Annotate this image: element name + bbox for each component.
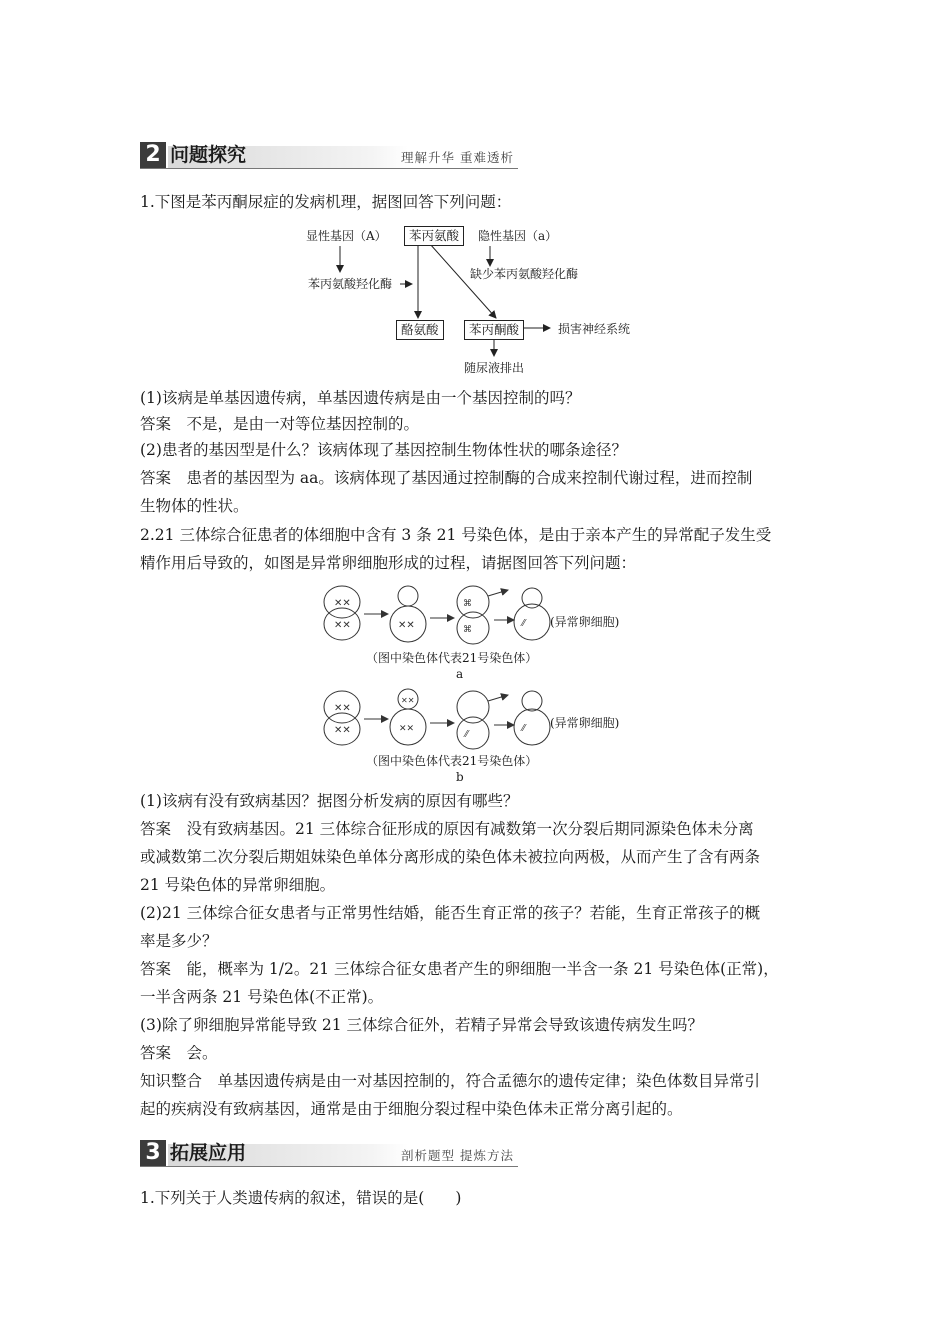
urine-label: 随尿液排出 (464, 361, 525, 375)
section-header-3 (140, 1140, 518, 1166)
svg-text:✕✕: ✕✕ (398, 620, 415, 631)
svg-text:⁄⁄: ⁄⁄ (522, 724, 526, 734)
abnormal-egg-label-a: (异常卵细胞) (550, 615, 620, 629)
q2-answer2-line2: 一半含两条 21 号染色体(不正常)。 (140, 988, 384, 1006)
dominant-gene-label: 显性基因（A） (306, 229, 387, 243)
section-subtitle: 剖析题型 提炼方法 (401, 1148, 514, 1163)
q2-answer1-line3: 21 号染色体的异常卵细胞。 (140, 876, 336, 894)
svg-text:✕✕: ✕✕ (334, 620, 351, 631)
q2-answer1-line2: 或减数第二次分裂后期姐妹染色单体分离形成的染色体未被拉向两极，从而产生了含有两条 (140, 848, 761, 866)
section-subtitle: 理解升华 重难透析 (401, 150, 514, 165)
svg-text:✕✕: ✕✕ (399, 724, 415, 734)
phenylpyruvate-box: 苯丙酮酸 (464, 320, 524, 340)
section-header-2 (140, 142, 518, 168)
svg-text:✕✕: ✕✕ (334, 725, 351, 736)
q3-intro: 1.下列关于人类遗传病的叙述，错误的是( ) (140, 1189, 462, 1207)
summary-line1: 知识整合 单基因遗传病是由一对基因控制的，符合孟德尔的遗传定律；染色体数目异常引 (140, 1072, 761, 1090)
section-number: 3 (140, 1140, 166, 1166)
svg-text:⁄⁄: ⁄⁄ (522, 619, 526, 629)
svg-text:⁄⁄: ⁄⁄ (465, 730, 469, 740)
lack-enzyme-label: 缺少苯丙氨酸羟化酶 (470, 267, 579, 281)
figure-a-caption: （图中染色体代表21号染色体） (366, 651, 538, 665)
section-number: 2 (140, 142, 166, 168)
q2-sub2-line1: (2)21 三体综合征女患者与正常男性结婚，能否生育正常的孩子？若能，生育正常孩子的概 (140, 904, 761, 922)
meiosis-figure-b (310, 685, 650, 785)
svg-text:⌘: ⌘ (463, 599, 472, 609)
svg-text:⌘: ⌘ (463, 625, 472, 635)
q1-answer1: 答案 不是，是由一对等位基因控制的。 (140, 415, 420, 433)
q2-intro-line1: 2.21 三体综合征患者的体细胞中含有 3 条 21 号染色体，是由于亲本产生的异常配子发生受 (140, 526, 772, 544)
header-rule (140, 1166, 518, 1167)
q2-answer3: 答案 会。 (140, 1044, 218, 1062)
q1-sub2: (2)患者的基因型是什么？该病体现了基因控制生物体性状的哪条途径？ (140, 441, 627, 459)
pku-diagram (300, 222, 660, 382)
svg-text:✕✕: ✕✕ (401, 696, 415, 705)
q1-answer2-line1: 答案 患者的基因型为 aa。该病体现了基因通过控制酶的合成来控制代谢过程，进而控制 (140, 469, 753, 487)
recessive-gene-label: 隐性基因（a） (478, 229, 558, 243)
q2-answer2-line1: 答案 能，概率为 1/2。21 三体综合征女患者产生的卵细胞一半含一条 21 号染色体(正常)， (140, 960, 779, 978)
q2-sub2-line2: 率是多少？ (140, 932, 218, 950)
pku-arrows (300, 222, 660, 382)
svg-text:✕✕: ✕✕ (334, 598, 351, 609)
enzyme-label: 苯丙氨酸羟化酶 (308, 277, 393, 291)
q2-sub3: (3)除了卵细胞异常能导致 21 三体综合征外，若精子异常会导致该遗传病发生吗？ (140, 1016, 704, 1034)
abnormal-egg-label-b: (异常卵细胞) (550, 716, 620, 730)
figure-a-letter: a (456, 667, 464, 681)
tyrosine-box: 酪氨酸 (396, 320, 444, 340)
question-1-intro: 1.下图是苯丙酮尿症的发病机理，据图回答下列问题： (140, 193, 512, 211)
summary-line2: 起的疾病没有致病基因，通常是由于细胞分裂过程中染色体未正常分离引起的。 (140, 1100, 683, 1118)
figure-b-letter: b (456, 770, 464, 784)
phenylalanine-box: 苯丙氨酸 (404, 226, 464, 246)
figure-a-cells (310, 580, 650, 646)
header-rule (140, 168, 518, 169)
svg-text:✕✕: ✕✕ (334, 703, 351, 714)
figure-b-caption: （图中染色体代表21号染色体） (366, 754, 538, 768)
section-title: 拓展应用 (170, 1142, 247, 1164)
section-title: 问题探究 (170, 144, 247, 166)
q1-sub1: (1)该病是单基因遗传病，单基因遗传病是由一个基因控制的吗？ (140, 389, 581, 407)
q2-sub1: (1)该病有没有致病基因？据图分析发病的原因有哪些？ (140, 792, 519, 810)
q2-intro-line2: 精作用后导致的，如图是异常卵细胞形成的过程，请据图回答下列问题： (140, 554, 637, 572)
q1-answer2-line2: 生物体的性状。 (140, 497, 249, 515)
meiosis-figure-a (310, 580, 650, 680)
q2-answer1-line1: 答案 没有致病基因。21 三体综合征形成的原因有减数第一次分裂后期同源染色体未分离 (140, 820, 754, 838)
nerve-damage-label: 损害神经系统 (558, 322, 631, 336)
